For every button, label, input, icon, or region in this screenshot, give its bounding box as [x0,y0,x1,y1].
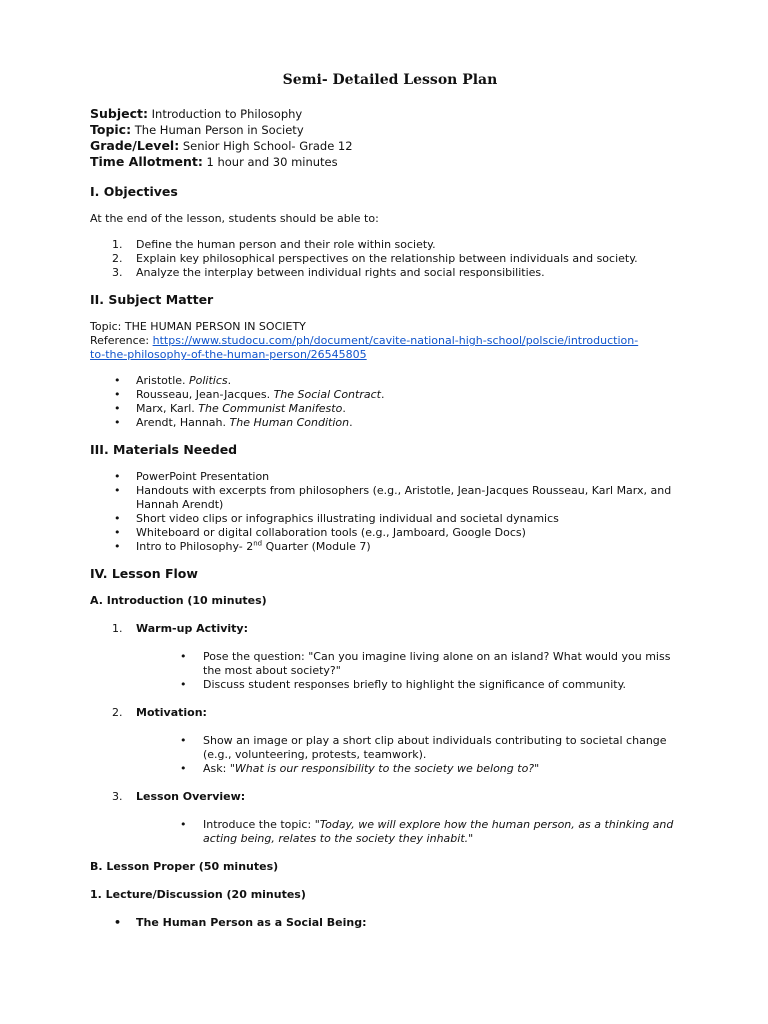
meta-grade: Grade/Level: Senior High School- Grade 12 [90,138,353,153]
motivation-bullets [90,734,690,776]
list-item: • Short video clips or infographics illustrating individual and societal dynamics [90,512,690,526]
overview-step-list [90,790,690,804]
materials-list [90,470,690,554]
lecture-bullets [90,916,690,930]
list-item: • Show an image or play a short clip about individuals contributing to societal change (e.g., volunteering, protests, teamwork). [90,734,690,762]
list-item: • Introduce the topic: "Today, we will explore how the human person, as a thinking and acting being, relates to the society they inhabit." [90,818,690,846]
reference-link[interactable]: https://www.studocu.com/ph/document/cavite-national-high-school/polscie/introduction- to-the-philosophy-of-the-human-person/26545805 [90,334,639,361]
list-item: • Marx, Karl. The Communist Manifesto. [90,402,690,416]
reference-books-list [90,374,690,430]
list-item: • Aristotle. Politics. [90,374,690,388]
list-item: • Pose the question: "Can you imagine living alone on an island? What would you miss the most about society?" [90,650,690,678]
list-item: • Whiteboard or digital collaboration tools (e.g., Jamboard, Google Docs) [90,526,690,540]
meta-subject: Subject: Introduction to Philosophy [90,106,303,121]
overview-bullets [90,818,690,846]
objectives-heading: I. Objectives [90,184,178,199]
list-item: 2. Explain key philosophical perspectives on the relationship between individuals and society. [112,252,638,265]
subject-matter-reference: Reference: https://www.studocu.com/ph/document/cavite-national-high-school/polscie/introduction- to-the-philosophy-of-the-human-person/26545805 [90,334,639,361]
step-warmup: 1. Warm-up Activity: [112,622,248,635]
list-item: • Arendt, Hannah. The Human Condition. [90,416,690,430]
list-item: 1. Define the human person and their role within society. [112,238,436,251]
objectives-list [90,238,690,280]
lecture-heading: 1. Lecture/Discussion (20 minutes) [90,888,306,901]
list-item: • Discuss student responses briefly to highlight the significance of community. [90,678,690,692]
motivation-step-list [90,706,690,720]
list-item: • Intro to Philosophy- 2nd Quarter (Module 7) [90,540,690,554]
meta-time: Time Allotment: 1 hour and 30 minutes [90,154,338,169]
lesson-flow-heading: IV. Lesson Flow [90,566,198,581]
document-page [90,70,690,930]
introduction-heading: A. Introduction (10 minutes) [90,594,267,607]
lesson-meta [90,106,690,170]
meta-topic: Topic: The Human Person in Society [90,122,304,137]
step-motivation: 2. Motivation: [112,706,207,719]
list-item: 3. Analyze the interplay between individual rights and social responsibilities. [112,266,545,279]
subject-matter-topic: Topic: THE HUMAN PERSON IN SOCIETY [90,320,306,333]
document-title: Semi- Detailed Lesson Plan [282,72,498,88]
lesson-proper-heading: B. Lesson Proper (50 minutes) [90,860,279,873]
list-item: • PowerPoint Presentation [90,470,690,484]
list-item: • Ask: "What is our responsibility to the society we belong to?" [90,762,690,776]
introduction-steps [90,622,690,636]
subject-matter-heading: II. Subject Matter [90,292,214,307]
list-item: • The Human Person as a Social Being: [90,916,690,930]
list-item: • Handouts with excerpts from philosophers (e.g., Aristotle, Jean-Jacques Rousseau, Karl Marx, and Hannah Arendt) [90,484,690,512]
list-item: • Rousseau, Jean-Jacques. The Social Contract. [90,388,690,402]
objectives-intro: At the end of the lesson, students should be able to: [90,212,379,225]
warmup-bullets [90,650,690,692]
step-lesson-overview: 3. Lesson Overview: [112,790,246,803]
materials-heading: III. Materials Needed [90,442,238,457]
